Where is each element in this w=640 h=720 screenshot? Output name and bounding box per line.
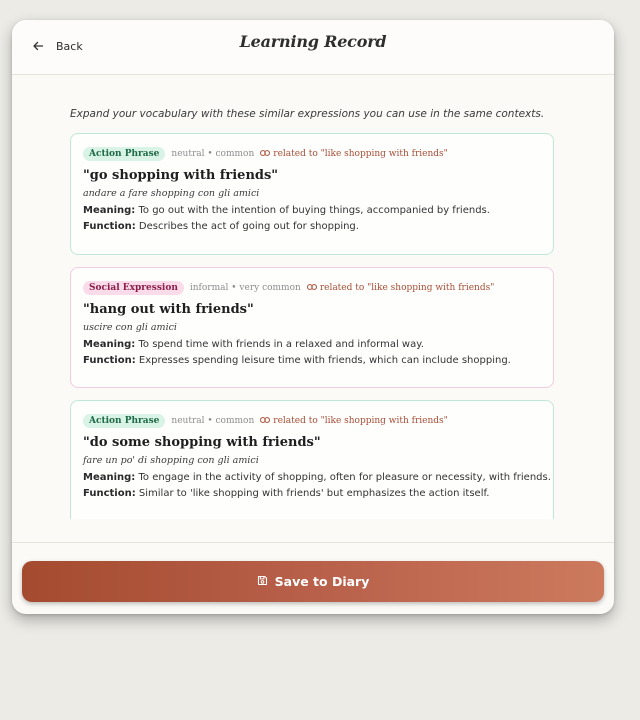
meaning-line xyxy=(83,339,541,350)
related-label: related to "like shopping with friends" xyxy=(273,416,448,426)
footer xyxy=(12,542,614,614)
expression-translation: andare a fare shopping con gli amici xyxy=(83,188,260,199)
link-icon xyxy=(260,149,270,160)
register-label: informal • very common xyxy=(189,283,301,293)
page-title: Learning Record xyxy=(239,32,387,51)
intro-text: Expand your vocabulary with these similar expressions you can use in the same contexts. xyxy=(70,108,545,120)
meaning-label: Meaning: xyxy=(83,205,136,216)
meaning-text: To go out with the intention of buying things, accompanied by friends. xyxy=(138,205,490,216)
related-link[interactable] xyxy=(307,283,495,294)
expression-card xyxy=(70,267,554,388)
function-text: Expresses spending leisure time with friends, which can include shopping. xyxy=(138,355,511,366)
related-link[interactable] xyxy=(260,416,448,427)
meaning-text: To spend time with friends in a relaxed and informal way. xyxy=(138,339,424,350)
meaning-label: Meaning: xyxy=(83,472,136,483)
category-tag: Action Phrase xyxy=(83,147,165,161)
link-icon xyxy=(260,416,270,427)
function-label: Function: xyxy=(83,488,136,499)
category-tag: Social Expression xyxy=(83,281,184,295)
expressions-list[interactable] xyxy=(12,75,614,519)
expression-card xyxy=(70,400,554,519)
expression-phrase: "go shopping with friends" xyxy=(83,168,279,183)
expression-phrase: "do some shopping with friends" xyxy=(83,435,321,450)
related-label: related to "like shopping with friends" xyxy=(273,149,448,159)
link-icon xyxy=(307,283,317,294)
function-text: Describes the act of going out for shopping. xyxy=(138,221,359,232)
back-label: Back xyxy=(56,39,83,53)
expression-card xyxy=(70,133,554,255)
floppy-disk-icon xyxy=(257,574,268,589)
related-label: related to "like shopping with friends" xyxy=(319,283,495,293)
related-link[interactable] xyxy=(260,149,448,160)
expression-translation: uscire con gli amici xyxy=(83,322,177,333)
card-meta xyxy=(83,146,541,162)
function-label: Function: xyxy=(83,355,136,366)
header xyxy=(12,20,614,75)
card-meta xyxy=(83,280,541,296)
meaning-label: Meaning: xyxy=(83,339,136,350)
register-label: neutral • common xyxy=(171,149,255,159)
function-line xyxy=(83,488,541,499)
save-label: Save to Diary xyxy=(274,574,370,589)
expression-phrase: "hang out with friends" xyxy=(83,302,254,317)
function-line xyxy=(83,221,541,232)
expression-translation: fare un po' di shopping con gli amici xyxy=(83,455,259,466)
card-meta xyxy=(83,413,541,429)
category-tag: Action Phrase xyxy=(83,414,165,428)
function-line xyxy=(83,355,541,366)
save-to-diary-button[interactable] xyxy=(22,561,604,602)
function-label: Function: xyxy=(83,221,136,232)
meaning-text: To engage in the activity of shopping, often for pleasure or necessity, with friends. xyxy=(138,472,551,483)
meaning-line xyxy=(83,472,551,483)
register-label: neutral • common xyxy=(171,416,255,426)
meaning-line xyxy=(83,205,541,216)
function-text: Similar to 'like shopping with friends' but emphasizes the action itself. xyxy=(138,488,490,499)
app-window xyxy=(12,20,614,614)
